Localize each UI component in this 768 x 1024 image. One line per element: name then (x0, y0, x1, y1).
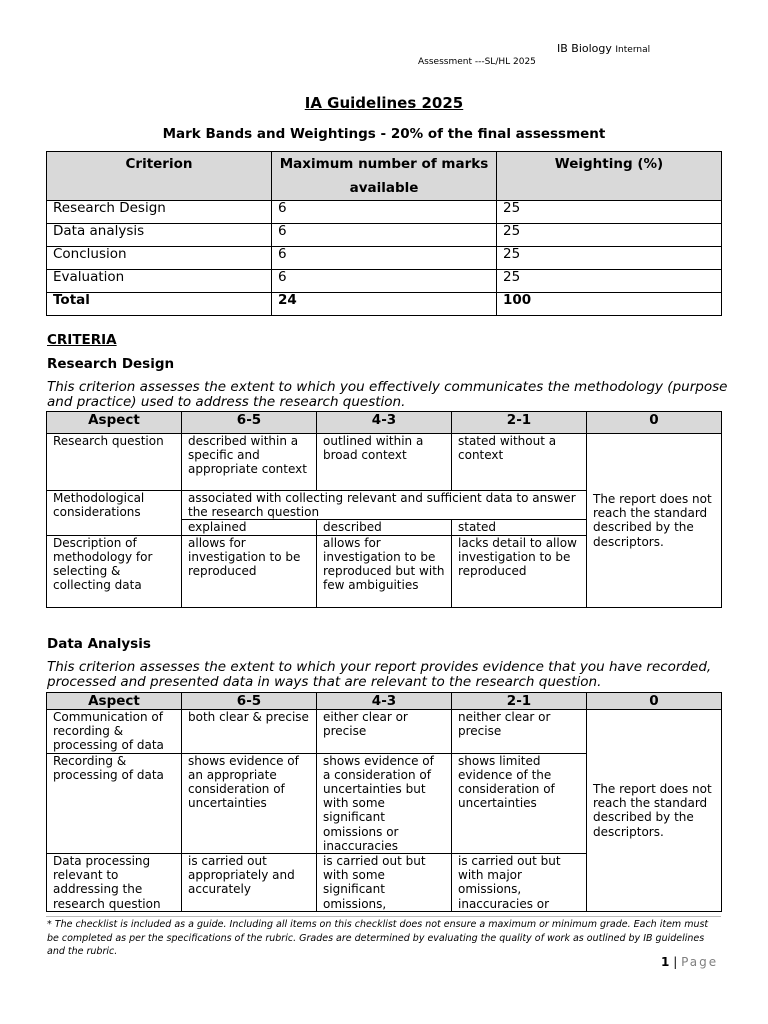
table-header-row (47, 152, 722, 201)
table-cell: Data processing relevant to addressing the research question (47, 854, 182, 912)
table-cell: either clear or precise (317, 710, 452, 754)
table-header-row (47, 693, 722, 710)
table-header-row (47, 412, 722, 434)
header-line-2: Assessment ---SL/HL 2025 (418, 57, 536, 67)
research-design-title: Research Design (47, 356, 175, 372)
table-cell: 25 (497, 270, 722, 293)
table-header-cell: Maximum number of marks available (272, 152, 497, 201)
page-separator: | (673, 955, 678, 969)
table-cell: described within a specific and appropriate context (182, 434, 317, 491)
table-total-row (47, 293, 722, 316)
table-row (47, 247, 722, 270)
table-header-cell: Aspect (47, 412, 182, 434)
table-header-cell: 0 (587, 693, 722, 710)
marks-table (46, 151, 722, 316)
data-analysis-description: This criterion assesses the extent to which your report provides evidence that you have recorded, processed and presented data in ways that are relevant to the research question. (47, 659, 712, 690)
table-header-cell: Weighting (%) (497, 152, 722, 201)
table-cell: 6 (272, 224, 497, 247)
table-cell: 25 (497, 201, 722, 224)
table-cell: outlined within a broad context (317, 434, 452, 491)
table-cell: both clear & precise (182, 710, 317, 754)
page-label: Page (681, 955, 719, 969)
footnote-divider (46, 916, 721, 917)
table-cell: Research Design (47, 201, 272, 224)
table-header-cell: 2-1 (452, 412, 587, 434)
table-header-cell: 4-3 (317, 412, 452, 434)
table-header-cell: 0 (587, 412, 722, 434)
header-course: IB Biology (557, 42, 616, 55)
table-row (47, 710, 722, 754)
table-cell: stated (452, 520, 587, 535)
header-course-small: Internal (615, 45, 651, 55)
table-cell: 6 (272, 247, 497, 270)
table-cell: shows evidence of a consideration of uncertainties but with some significant omissions or inaccuracies (317, 753, 452, 853)
table-header-cell: 6-5 (182, 693, 317, 710)
page-subtitle: Mark Bands and Weightings - 20% of the final assessment (162, 126, 606, 142)
footnote: * The checklist is included as a guide. Including all items on this checklist does not ensure a maximum or minimum grade. Each item must be completed as per the specifications of the rubric. Grades are determined by evaluating the quality of work as outlined by IB guidelines and the rubric. (47, 919, 709, 957)
table-cell: allows for investigation to be reproduced but with few ambiguities (317, 535, 452, 607)
table-cell: Total (47, 293, 272, 316)
table-cell: Communication of recording & processing of data (47, 710, 182, 754)
table-header-cell: Aspect (47, 693, 182, 710)
table-cell: 25 (497, 224, 722, 247)
table-cell: neither clear or precise (452, 710, 587, 754)
table-cell: Recording & processing of data (47, 753, 182, 853)
table-cell: 24 (272, 293, 497, 316)
table-row (47, 434, 722, 491)
table-cell: Data analysis (47, 224, 272, 247)
table-header-cell: 6-5 (182, 412, 317, 434)
criteria-heading: CRITERIA (47, 332, 117, 348)
table-cell-zero: The report does not reach the standard described by the descriptors. (587, 434, 722, 608)
header-line-1 (557, 42, 650, 55)
table-cell: Conclusion (47, 247, 272, 270)
page-number-value: 1 (661, 955, 670, 969)
table-cell: explained (182, 520, 317, 535)
research-design-rubric (46, 411, 722, 608)
table-cell: lacks detail to allow investigation to be reproduced (452, 535, 587, 607)
data-analysis-title: Data Analysis (47, 636, 151, 652)
table-cell: Methodological considerations (47, 491, 182, 536)
table-cell: shows limited evidence of the consideration of uncertainties (452, 753, 587, 853)
data-analysis-rubric (46, 692, 722, 912)
table-cell-zero: The report does not reach the standard described by the descriptors. (587, 710, 722, 912)
table-cell: 6 (272, 201, 497, 224)
table-cell: is carried out but with some significant omissions, (317, 854, 452, 912)
table-row (47, 270, 722, 293)
table-cell: stated without a context (452, 434, 587, 491)
table-cell: 6 (272, 270, 497, 293)
table-header-cell: Criterion (47, 152, 272, 201)
table-cell: is carried out appropriately and accurately (182, 854, 317, 912)
table-row (47, 224, 722, 247)
table-cell: Evaluation (47, 270, 272, 293)
table-cell: 100 (497, 293, 722, 316)
table-cell: shows evidence of an appropriate consideration of uncertainties (182, 753, 317, 853)
table-cell: Research question (47, 434, 182, 491)
table-cell: allows for investigation to be reproduced (182, 535, 317, 607)
table-header-cell: 2-1 (452, 693, 587, 710)
table-header-cell: 4-3 (317, 693, 452, 710)
research-design-description: This criterion assesses the extent to which you effectively communicates the methodology (purpose and practice) used to address the research question. (47, 379, 728, 410)
table-row (47, 201, 722, 224)
page-number (661, 955, 718, 969)
table-cell: described (317, 520, 452, 535)
table-cell: 25 (497, 247, 722, 270)
table-cell: is carried out but with major omissions, inaccuracies or (452, 854, 587, 912)
table-cell: Description of methodology for selecting & collecting data (47, 535, 182, 607)
page-title: IA Guidelines 2025 (304, 94, 464, 112)
table-cell: associated with collecting relevant and sufficient data to answer the research question (182, 491, 587, 520)
